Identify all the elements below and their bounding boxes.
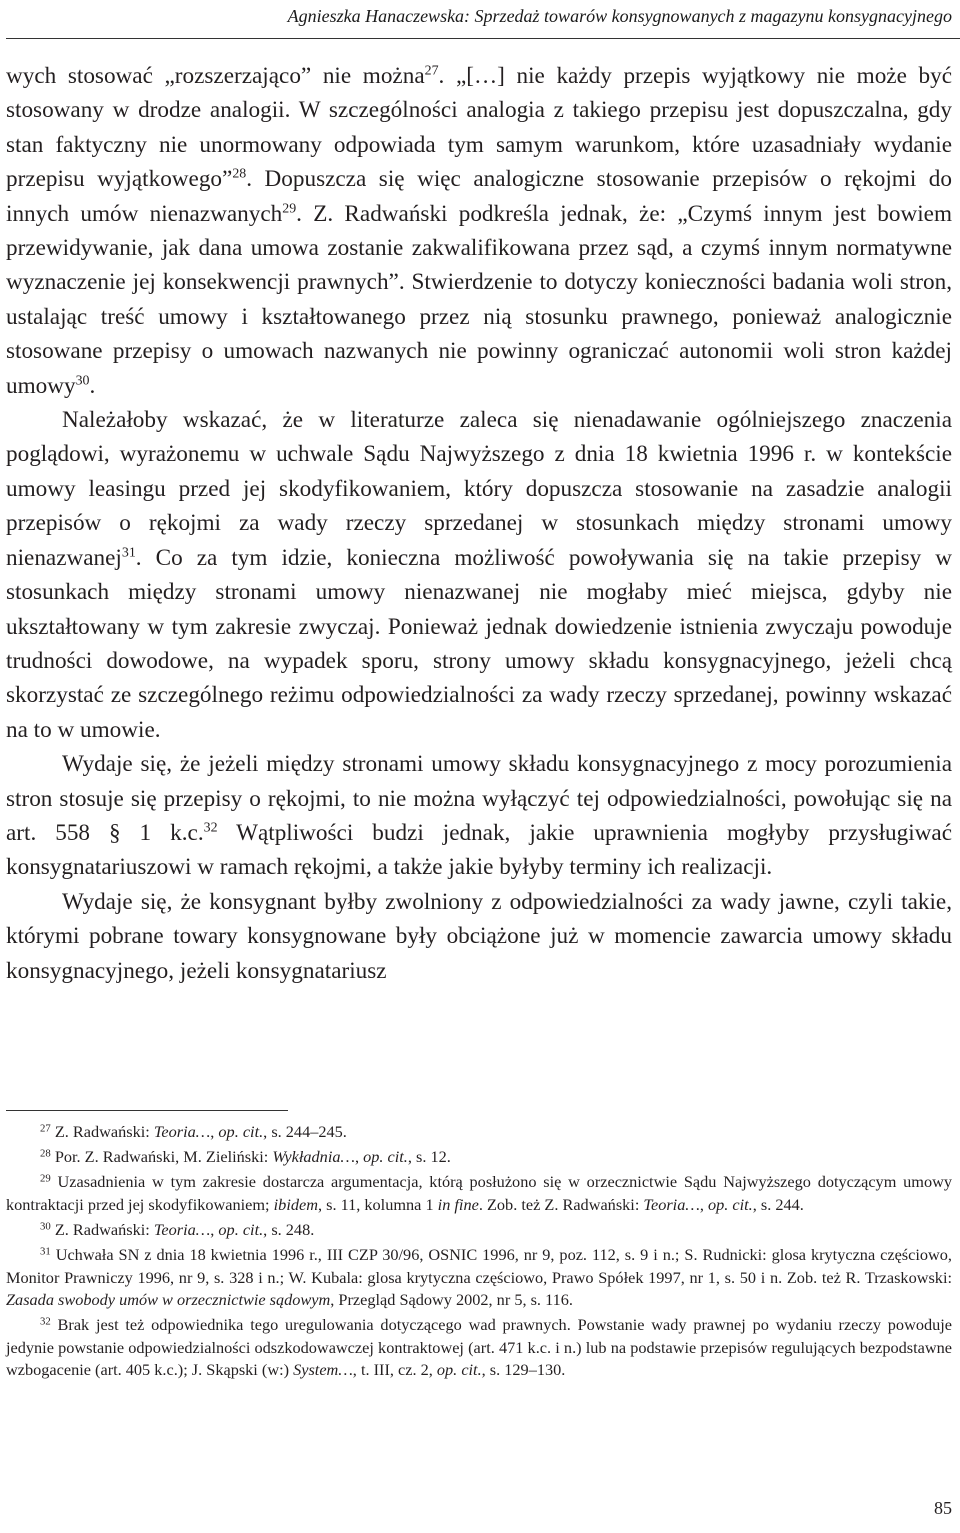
text-run: Uchwała SN z dnia 18 kwietnia 1996 r., III CZP 30/96, OSNIC 1996, nr 9, poz. 112, s. 9 i n.; S. Rudnicki: glosa krytyczna częściowo, Monitor Prawniczy 1996, nr 9, s. 328 i n.; W. Kubala: glosa krytyczna częściowo, Prawo Spółek 1997, nr 1, s. 50 i n. Zob. też R. Trzaskowski: — [6, 1244, 952, 1287]
footnote-number: 29 — [40, 1172, 51, 1185]
italic-text: Zasada swobody umów w orzecznictwie sądowym — [6, 1290, 331, 1310]
footnote-number: 27 — [40, 1122, 51, 1135]
text-run: , — [699, 1194, 708, 1214]
footnote-number: 28 — [40, 1147, 51, 1160]
footnote — [6, 1171, 952, 1216]
running-header: Agnieszka Hanaczewska: Sprzedaż towarów konsygnowanych z magazynu konsygnacyjnego — [287, 6, 952, 26]
italic-text: Wykładnia… — [272, 1147, 355, 1167]
text-run: . Z. Radwański podkreśla jednak, że: „Czymś innym jest bowiem przewidywanie, jak dana umowa zostanie zakwalifikowana przez sąd, a czymś innym normatywne wyznaczenie jej konsekwencji prawnych”. Stwierdzenie to dotyczy konieczności badania woli stron, ustalając treść umowy i kształtowanego przez nią stosunku prawnego, ponieważ analogicznie stosowane przepisy o umowach nazwanych nie powinny ograniczać autonomii woli stron każdej umowy — [6, 200, 952, 399]
text-run: , s. 244. — [752, 1194, 804, 1214]
page-number: 85 — [934, 1498, 952, 1518]
text-run: Z. Radwański: — [50, 1122, 154, 1141]
italic-text: op. cit. — [707, 1194, 753, 1214]
text-run: , s. 11, kolumna 1 — [317, 1194, 438, 1214]
text-run: . „[…] nie każdy przepis wyjątkowy nie może być stosowany w drodze analogii. W szczególności analogia z takiego przepisu jest dopuszczalna, gdy stan faktyczny nie unormowany odpowiada tym samym warunkom, które uzasadniały wydanie przepisu wyjątkowego” — [6, 63, 952, 193]
footnotes — [6, 1121, 952, 1385]
text-run: Z. Radwański: — [50, 1219, 154, 1239]
footnote-ref: 28 — [232, 166, 247, 182]
footnote-number: 31 — [40, 1245, 51, 1258]
footnote-ref: 27 — [424, 63, 439, 79]
footnote-ref: 32 — [203, 820, 218, 836]
footnote-separator — [6, 1110, 288, 1111]
text-run: , — [210, 1122, 219, 1141]
italic-text: in fine — [437, 1194, 479, 1214]
footnote — [6, 1146, 952, 1169]
text-run: , s. 244–245. — [263, 1122, 347, 1141]
footnote — [6, 1314, 952, 1382]
footnote — [6, 1244, 952, 1312]
text-run: Uzasadnienia w tym zakresie dostarcza argumentacja, którą posłużono się w orzecznictwie Sądu Najwyższego dotyczącym umowy kontraktacji przed jej skodyfikowaniem; — [6, 1172, 952, 1214]
text-run: , s. 129–130. — [481, 1360, 566, 1380]
italic-text: Teoria… — [153, 1122, 211, 1141]
footnote-number: 30 — [40, 1220, 51, 1233]
text-run: . Zob. też Z. Radwański: — [478, 1194, 644, 1214]
footnote — [6, 1121, 952, 1144]
main-text — [6, 59, 952, 988]
footnote-number: 32 — [40, 1315, 51, 1328]
footnote — [6, 1219, 952, 1242]
text-run: , — [354, 1147, 364, 1167]
text-run: Brak jest też odpowiednika tego uregulowania dotyczącego wad prawnych. Powstanie wady prawnej po wydaniu rzeczy powoduje jedynie powstanie odpowiedzialności odszkodowawczej kontraktowej (art. 471 k.c. i n.) lub na podstawie przepisów regulujących bezpodstawne wzbogacenie (art. 405 k.c.); J. Skąpski (w:) — [6, 1315, 952, 1380]
paragraph — [6, 747, 952, 885]
text-run: . — [89, 372, 96, 399]
italic-text: Teoria… — [643, 1194, 700, 1214]
text-run: , s. 248. — [263, 1219, 315, 1239]
text-run: , — [210, 1219, 219, 1239]
italic-text: ibidem — [273, 1194, 318, 1214]
italic-text: System… — [293, 1360, 353, 1380]
text-run: . Dopuszcza się więc analogiczne stosowanie przepisów o rękojmi do innych umów nienazwanych — [6, 166, 952, 227]
paragraph — [6, 885, 952, 988]
italic-text: op. cit. — [218, 1122, 264, 1141]
header-rule — [6, 38, 960, 39]
text-run: Wydaje się, że jeżeli między stronami umowy składu konsygnacyjnego z mocy porozumienia stron stosuje się przepisy o rękojmi, to nie można wyłączyć tej odpowiedzialności, powołując się na art. 558 § 1 k.c. — [6, 751, 952, 846]
text-run: Por. Z. Radwański, M. Zieliński: — [50, 1147, 273, 1167]
footnote-ref: 30 — [75, 373, 90, 389]
text-run: Wydaje się, że konsygnant byłby zwolniony z odpowiedzialności za wady jawne, czyli takie, którymi pobrane towary konsygnowane były obciążone już w momencie zawarcia umowy składu konsygnacyjnego, jeżeli konsygnatariusz — [6, 888, 952, 984]
text-run: Wątpliwości budzi jednak, jakie uprawnienia mogłyby przysługiwać konsygnatariuszowi w ramach rękojmi, a także jakie byłyby terminy ich realizacji. — [6, 819, 953, 881]
text-run: , Przegląd Sądowy 2002, nr 5, s. 116. — [330, 1290, 573, 1310]
italic-text: op. cit. — [218, 1219, 264, 1239]
italic-text: op. cit. — [363, 1147, 408, 1167]
text-run: wych stosować „rozszerzająco” nie można — [6, 63, 425, 89]
paragraph — [6, 59, 952, 403]
text-run: Należałoby wskazać, że w literaturze zaleca się nienadawanie ogólniejszego znaczenia poglądowi, wyrażonemu w uchwale Sądu Najwyższego z dnia 18 kwietnia 1996 r. w kontekście umowy leasingu przed jej skodyfikowaniem, który dopuszcza stosowanie na zasadzie analogii przepisów o rękojmi za wady rzeczy sprzedanej w stosunkach między stronami umowy nienazwanej — [6, 407, 952, 571]
text-run: , t. III, cz. 2, — [352, 1360, 437, 1380]
text-run: . Co za tym idzie, konieczna możliwość powoływania się na takie przepisy w stosunkach między stronami umowy nienazwanej nie mogłaby mieć miejsca, gdyby nie ukształtowany w tym zakresie zwyczaj. Ponieważ jednak dowiedzenie istnienia zwyczaju powoduje trudności dowodowe, na wypadek sporu, strony umowy składu konsygnacyjnego, jeżeli chcą skorzystać ze szczególnego reżimu odpowiedzialności za wady rzeczy sprzedanej, powinny wskazać na to w umowie. — [6, 544, 952, 743]
italic-text: Teoria… — [153, 1219, 211, 1239]
italic-text: op. cit. — [436, 1360, 482, 1380]
footnote-ref: 31 — [121, 545, 136, 561]
paragraph — [6, 403, 952, 747]
text-run: , s. 12. — [407, 1147, 451, 1167]
footnote-ref: 29 — [282, 201, 297, 217]
